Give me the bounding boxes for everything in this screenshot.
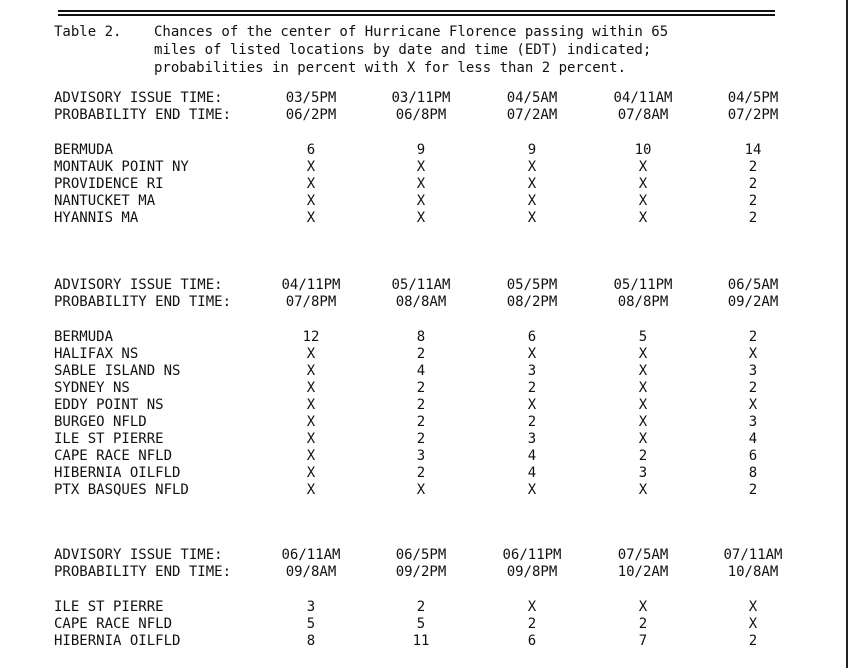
issue-time-cell: 06/5AM — [727, 277, 779, 293]
probability-value: 2 — [416, 431, 426, 447]
end-time-cell: 07/2PM — [727, 107, 779, 123]
probability-value: 6 — [527, 633, 537, 649]
location-name: HYANNIS MA — [54, 210, 139, 226]
issue-time-cell: 05/11PM — [613, 277, 673, 293]
probability-value: 2 — [638, 448, 648, 464]
end-time-cell: 07/8PM — [285, 294, 337, 310]
probability-value: 8 — [306, 633, 316, 649]
probability-value: 2 — [527, 414, 537, 430]
location-name: HIBERNIA OILFLD — [54, 633, 181, 649]
probability-value: 3 — [748, 363, 758, 379]
right-border — [846, 0, 848, 668]
probability-value: 2 — [416, 397, 426, 413]
location-name: CAPE RACE NFLD — [54, 616, 173, 632]
probability-value: X — [306, 363, 316, 379]
probability-value: X — [306, 414, 316, 430]
probability-value: 4 — [416, 363, 426, 379]
advisory-issue-time-label: ADVISORY ISSUE TIME: — [54, 277, 223, 293]
probability-value: 5 — [306, 616, 316, 632]
probability-value: X — [527, 482, 537, 498]
probability-value: X — [527, 397, 537, 413]
probability-end-time-label: PROBABILITY END TIME: — [54, 294, 232, 310]
probability-value: 2 — [748, 633, 758, 649]
probability-value: X — [527, 193, 537, 209]
probability-value: 3 — [527, 363, 537, 379]
probability-value: X — [306, 397, 316, 413]
probability-value: 7 — [638, 633, 648, 649]
probability-value: X — [306, 159, 316, 175]
end-time-cell: 08/8PM — [617, 294, 669, 310]
probability-end-time-label: PROBABILITY END TIME: — [54, 564, 232, 580]
end-time-cell: 09/2AM — [727, 294, 779, 310]
probability-value: X — [638, 397, 648, 413]
table-label: Table 2. — [54, 24, 122, 40]
probability-value: 6 — [748, 448, 758, 464]
probability-value: X — [748, 346, 758, 362]
probability-value: X — [638, 193, 648, 209]
probability-value: 6 — [306, 142, 316, 158]
probability-value: 2 — [416, 414, 426, 430]
probability-value: X — [306, 482, 316, 498]
probability-value: 2 — [748, 193, 758, 209]
end-time-cell: 06/8PM — [395, 107, 447, 123]
end-time-cell: 07/8AM — [617, 107, 669, 123]
end-time-cell: 06/2PM — [285, 107, 337, 123]
probability-value: X — [416, 210, 426, 226]
location-name: SABLE ISLAND NS — [54, 363, 181, 379]
probability-value: 2 — [527, 380, 537, 396]
probability-value: X — [638, 414, 648, 430]
probability-value: X — [638, 363, 648, 379]
probability-value: 4 — [527, 448, 537, 464]
probability-value: 3 — [638, 465, 648, 481]
probability-value: 12 — [302, 329, 320, 345]
location-name: NANTUCKET MA — [54, 193, 156, 209]
probability-value: 2 — [748, 159, 758, 175]
location-name: CAPE RACE NFLD — [54, 448, 173, 464]
caption-line: miles of listed locations by date and time (EDT) indicated; — [154, 42, 652, 58]
issue-time-cell: 04/11PM — [281, 277, 341, 293]
location-name: PTX BASQUES NFLD — [54, 482, 189, 498]
location-name: MONTAUK POINT NY — [54, 159, 189, 175]
probability-value: 9 — [416, 142, 426, 158]
location-name: BURGEO NFLD — [54, 414, 147, 430]
probability-value: X — [748, 599, 758, 615]
location-name: BERMUDA — [54, 329, 114, 345]
probability-value: 3 — [306, 599, 316, 615]
probability-value: 5 — [638, 329, 648, 345]
top-rule — [58, 10, 775, 12]
advisory-issue-time-label: ADVISORY ISSUE TIME: — [54, 547, 223, 563]
probability-value: X — [527, 159, 537, 175]
probability-value: X — [638, 599, 648, 615]
end-time-cell: 10/8AM — [727, 564, 779, 580]
probability-value: 2 — [748, 210, 758, 226]
probability-value: X — [527, 599, 537, 615]
issue-time-cell: 07/11AM — [723, 547, 783, 563]
location-name: BERMUDA — [54, 142, 114, 158]
probability-value: 2 — [748, 176, 758, 192]
issue-time-cell: 06/11PM — [502, 547, 562, 563]
probability-value: X — [416, 176, 426, 192]
probability-value: 2 — [416, 380, 426, 396]
caption-line: Chances of the center of Hurricane Florence passing within 65 — [154, 24, 669, 40]
probability-value: 6 — [527, 329, 537, 345]
probability-value: X — [527, 346, 537, 362]
probability-end-time-label: PROBABILITY END TIME: — [54, 107, 232, 123]
probability-value: X — [638, 159, 648, 175]
end-time-cell: 09/8AM — [285, 564, 337, 580]
location-name: EDDY POINT NS — [54, 397, 164, 413]
location-name: ILE ST PIERRE — [54, 599, 164, 615]
probability-value: X — [416, 482, 426, 498]
probability-value: X — [306, 465, 316, 481]
probability-value: 11 — [412, 633, 430, 649]
probability-value: X — [306, 448, 316, 464]
probability-value: 8 — [416, 329, 426, 345]
location-name: PROVIDENCE RI — [54, 176, 164, 192]
issue-time-cell: 05/11AM — [391, 277, 451, 293]
location-name: ILE ST PIERRE — [54, 431, 164, 447]
probability-value: X — [527, 210, 537, 226]
probability-value: 10 — [634, 142, 652, 158]
issue-time-cell: 04/5AM — [506, 90, 558, 106]
probability-value: 2 — [748, 329, 758, 345]
probability-value: 8 — [748, 465, 758, 481]
probability-value: 2 — [416, 346, 426, 362]
probability-value: X — [638, 210, 648, 226]
location-name: SYDNEY NS — [54, 380, 130, 396]
probability-value: X — [748, 616, 758, 632]
caption-line: probabilities in percent with X for less than 2 percent. — [154, 60, 627, 76]
probability-value: X — [416, 193, 426, 209]
end-time-cell: 10/2AM — [617, 564, 669, 580]
probability-value: X — [306, 431, 316, 447]
probability-value: X — [748, 397, 758, 413]
probability-value: X — [306, 346, 316, 362]
probability-value: X — [638, 380, 648, 396]
probability-value: 2 — [416, 599, 426, 615]
top-rule-second — [58, 14, 775, 16]
location-name: HALIFAX NS — [54, 346, 139, 362]
probability-value: 14 — [744, 142, 762, 158]
issue-time-cell: 07/5AM — [617, 547, 669, 563]
issue-time-cell: 03/11PM — [391, 90, 451, 106]
probability-value: X — [638, 482, 648, 498]
issue-time-cell: 03/5PM — [285, 90, 337, 106]
probability-value: 3 — [748, 414, 758, 430]
issue-time-cell: 05/5PM — [506, 277, 558, 293]
probability-value: 2 — [527, 616, 537, 632]
probability-value: X — [306, 380, 316, 396]
probability-value: X — [638, 346, 648, 362]
probability-value: 3 — [527, 431, 537, 447]
end-time-cell: 09/8PM — [506, 564, 558, 580]
probability-value: X — [306, 210, 316, 226]
advisory-issue-time-label: ADVISORY ISSUE TIME: — [54, 90, 223, 106]
probability-value: X — [638, 176, 648, 192]
probability-value: 3 — [416, 448, 426, 464]
location-name: HIBERNIA OILFLD — [54, 465, 181, 481]
probability-value: X — [527, 176, 537, 192]
issue-time-cell: 06/5PM — [395, 547, 447, 563]
probability-value: 9 — [527, 142, 537, 158]
end-time-cell: 09/2PM — [395, 564, 447, 580]
probability-value: 4 — [748, 431, 758, 447]
probability-value: 2 — [748, 380, 758, 396]
probability-value: X — [306, 176, 316, 192]
probability-value: 2 — [638, 616, 648, 632]
end-time-cell: 08/2PM — [506, 294, 558, 310]
issue-time-cell: 06/11AM — [281, 547, 341, 563]
probability-value: 2 — [748, 482, 758, 498]
probability-value: 2 — [416, 465, 426, 481]
issue-time-cell: 04/11AM — [613, 90, 673, 106]
probability-value: X — [638, 431, 648, 447]
end-time-cell: 07/2AM — [506, 107, 558, 123]
issue-time-cell: 04/5PM — [727, 90, 779, 106]
probability-value: 5 — [416, 616, 426, 632]
probability-value: 4 — [527, 465, 537, 481]
probability-value: X — [416, 159, 426, 175]
probability-value: X — [306, 193, 316, 209]
end-time-cell: 08/8AM — [395, 294, 447, 310]
